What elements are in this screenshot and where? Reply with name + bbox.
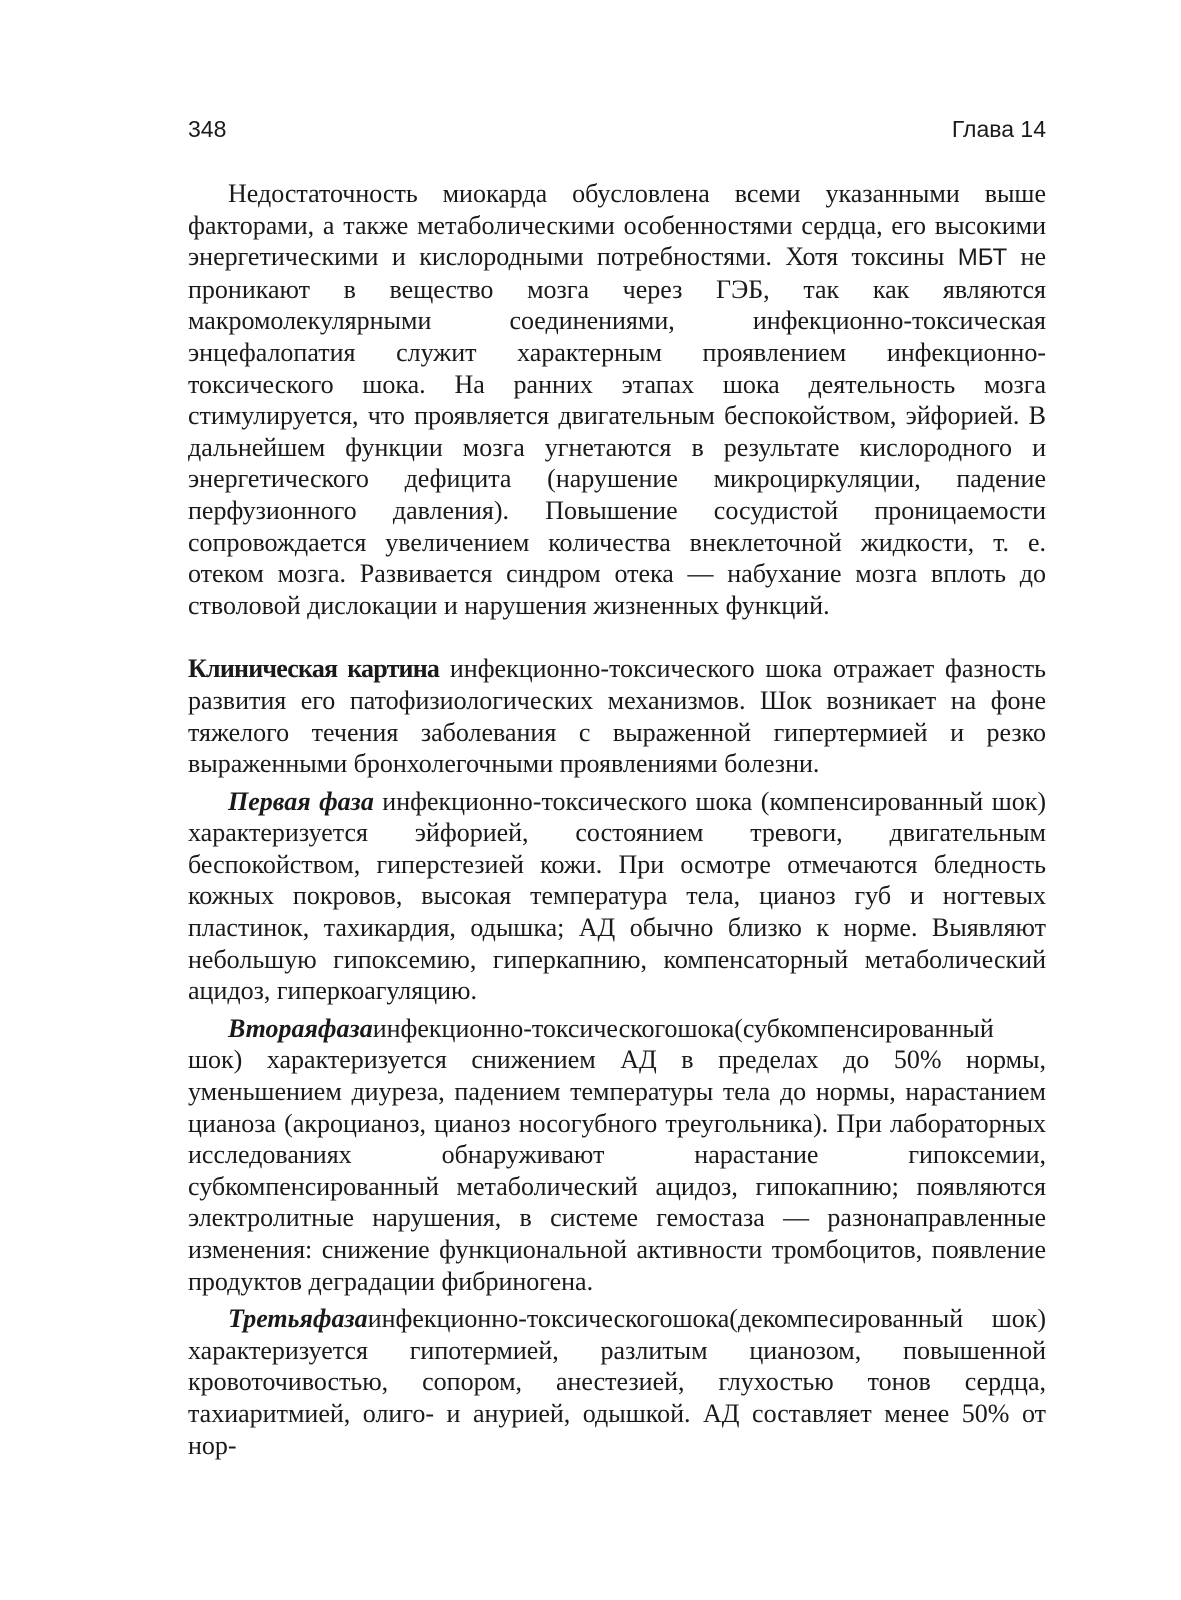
chapter-label: Глава 14: [951, 116, 1046, 142]
first-phase-lead: Первая фаза: [228, 786, 374, 816]
page-number: 348: [188, 116, 227, 142]
paragraph-text: инфекционно-токсического шока (компенсированный шок) характеризуется эйфорией, состоянием тревоги, двигательным беспокойством, гиперстезией кожи. При осмотре отмечаются бледность кожных покровов, высокая температура тела, цианоз губ и ногтевых пластинок, тахикардия, одышка; АД обычно близко к норме. Выявляют небольшую гипоксемию, гиперкапнию, компенсаторный метаболический ацидоз, гиперкоагуляцию.: [188, 786, 1046, 1006]
third-phase-lead: Третьяфаза: [228, 1304, 368, 1334]
paragraph-text: инфекционно-токсического шока отражает фазность развития его патофизиологических механизмов. Шок возникает на фоне тяжелого течения заболевания с выраженной гипертермией и резко выраженными бронхолегочными проявлениями болезни.: [188, 654, 1046, 779]
abbreviation-mbt: МБТ: [957, 244, 1008, 272]
paragraph-second-phase: [188, 1013, 1046, 1297]
paragraph-third-phase: [188, 1303, 1046, 1461]
paragraph-first-phase: [188, 786, 1046, 1007]
paragraph-text: инфекционно-токсическогошока(субкомпенсированный шок) характеризуется снижением АД в пределах до 50% нормы, уменьшением диуреза, падением температуры тела до нормы, нарастанием цианоза (акроцианоз, цианоз носогубного треугольника). При лабораторных исследованиях обнаруживают нарастание гипоксемии, субкомпенсированный метаболический ацидоз, гипокапнию; появляются электролитные нарушения, в системе гемостаза — разнонаправленные изменения: снижение функциональной активности тромбоцитов, появление продуктов деградации фибриногена.: [188, 1013, 1046, 1296]
body-text: [188, 178, 1046, 1461]
paragraph-text: Недостаточность миокарда обусловлена всеми указанными выше факторами, а также метаболическими особенностями сердца, его высокими энергетическими и кислородными потребностями. Хотя токсины: [188, 179, 1046, 272]
paragraph-text: инфекционно-токсическогошока(декомпесированный шок) характеризуется гипотермией, разлитым цианозом, повышенной кровоточивостью, сопором, анестезией, глухостью тонов сердца, тахиаритмией, олиго- и анурией, одышкой. АД составляет менее 50% от нор-: [188, 1304, 1046, 1460]
paragraph-myocardial-insufficiency: [188, 178, 1046, 621]
second-phase-lead: Втораяфаза: [228, 1013, 373, 1043]
running-head: [188, 113, 1046, 145]
paragraph-text: не проникают в вещество мозга через ГЭБ, так как являются макромолекулярными соединениями, инфекционно-токсическая энцефалопатия служит характерным проявлением инфекционно-токсического шока. На ранних этапах шока деятельность мозга стимулируется, что проявляется двигательным беспокойством, эйфорией. В дальнейшем функции мозга угнетаются в результате кислородного и энергетического дефицита (нарушение микроциркуляции, падение перфузионного давления). Повышение сосудистой проницаемости сопровождается увеличением количества внеклеточной жидкости, т. е. отеком мозга. Развивается синдром отека — набухание мозга вплоть до стволовой дислокации и нарушения жизненных функций.: [188, 242, 1046, 620]
clinical-picture-lead: Клиническая картина: [188, 654, 440, 684]
paragraph-clinical-picture: [188, 653, 1046, 779]
